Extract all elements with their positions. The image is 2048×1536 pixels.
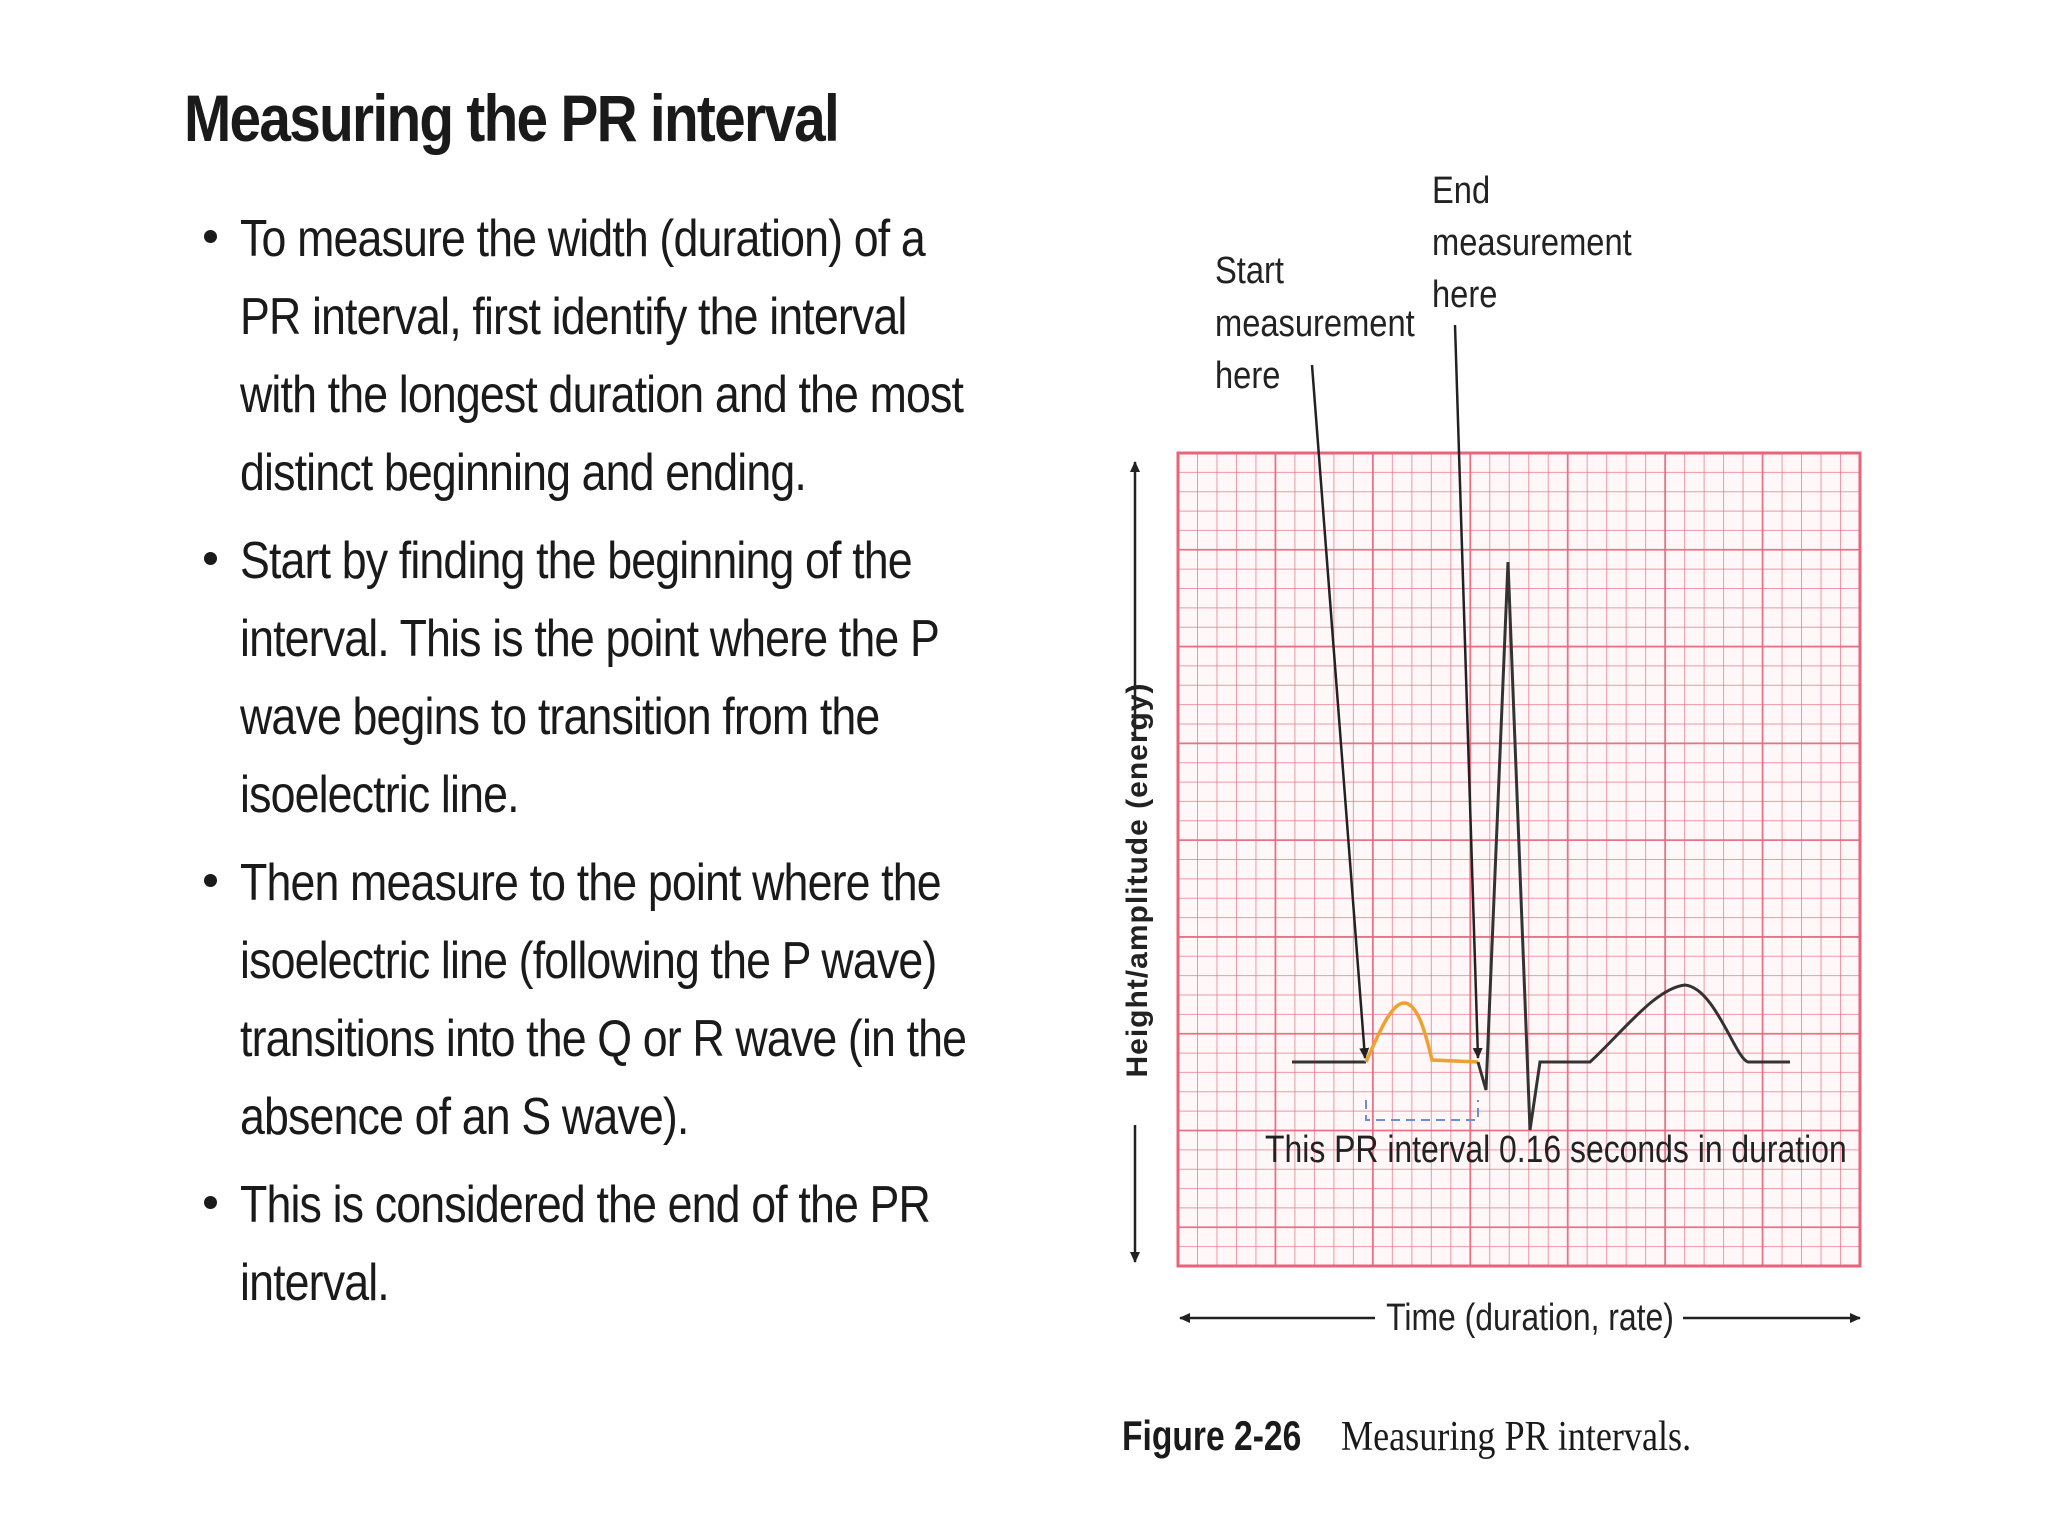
bullet-icon bbox=[204, 1196, 217, 1209]
y-axis-label: Height/amplitude (energy) bbox=[1121, 682, 1154, 1078]
caption-text: Measuring PR intervals. bbox=[1340, 1414, 1691, 1460]
start-label-line-1: Start bbox=[1215, 248, 1284, 292]
ecg-figure bbox=[1100, 150, 1900, 1380]
end-label-line-3: here bbox=[1432, 272, 1498, 316]
bullet-icon bbox=[204, 874, 217, 887]
bullet-item bbox=[200, 522, 960, 834]
bullet-item bbox=[200, 1166, 960, 1322]
bullet-list bbox=[200, 200, 967, 1332]
end-label-line-1: End bbox=[1432, 168, 1491, 212]
figure-caption bbox=[1122, 1412, 1748, 1461]
bullet-text: Start by finding the beginning of the interval. This is the point where the P wave begins to transition from the isoelectric line. bbox=[240, 532, 939, 824]
start-label-line-2: measurement bbox=[1215, 301, 1415, 345]
interval-label: This PR interval 0.16 seconds in duration bbox=[1265, 1128, 1847, 1171]
page-title: Measuring the PR interval bbox=[184, 81, 839, 155]
bullet-text: Then measure to the point where the isoelectric line (following the P wave) transitions into the Q or R wave (in the absence of an S wave). bbox=[240, 854, 967, 1146]
end-label-line-2: measurement bbox=[1432, 220, 1632, 264]
bullet-item bbox=[200, 200, 964, 512]
start-label-line-3: here bbox=[1215, 353, 1281, 397]
x-axis-label: Time (duration, rate) bbox=[1386, 1296, 1674, 1339]
bullet-text: To measure the width (duration) of a PR interval, first identify the interval with the longest duration and the most distinct beginning and ending. bbox=[240, 210, 964, 502]
bullet-item bbox=[200, 844, 967, 1156]
bullet-icon bbox=[204, 230, 217, 243]
bullet-text: This is considered the end of the PR interval. bbox=[240, 1176, 930, 1312]
bullet-icon bbox=[204, 552, 217, 565]
caption-number: Figure 2-26 bbox=[1122, 1412, 1302, 1459]
